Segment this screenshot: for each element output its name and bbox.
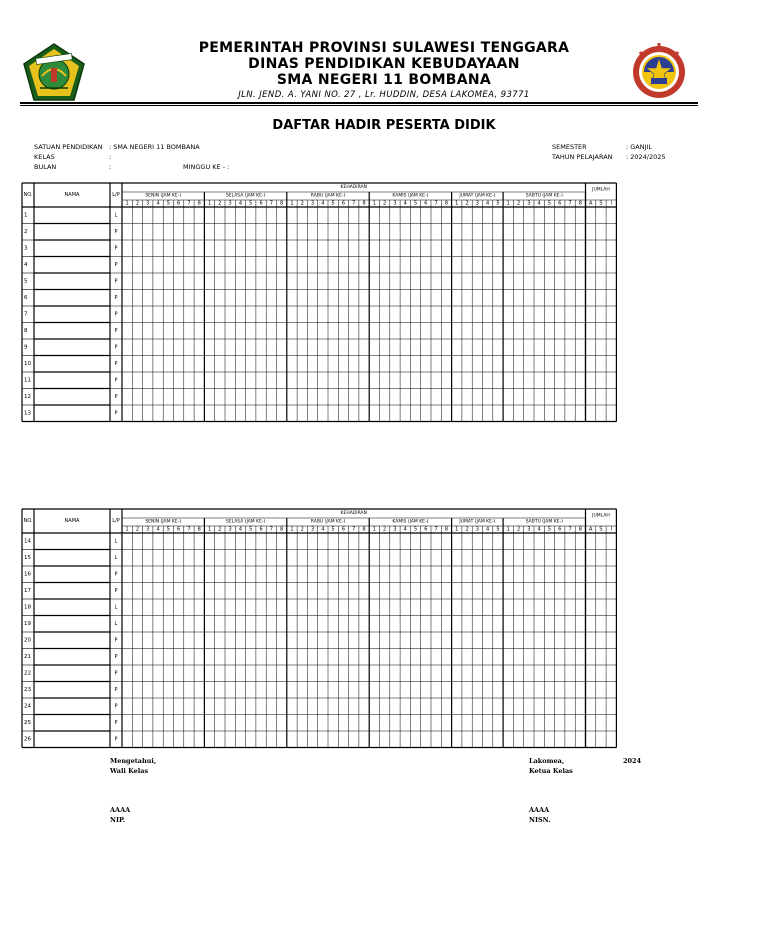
header-period: 2 [383, 200, 387, 207]
header-period: 8 [197, 526, 201, 533]
header-period: 1 [125, 200, 129, 207]
header-period: 3 [527, 526, 531, 533]
row-number: 16 [24, 571, 31, 578]
row-gender: L [114, 212, 118, 219]
header-period: 1 [455, 526, 459, 533]
row-gender: L [114, 604, 118, 611]
header-jumlah-col: S [599, 526, 603, 533]
header-period: 6 [341, 526, 346, 533]
header-period: 3 [228, 200, 232, 207]
header-period: 8 [362, 526, 366, 533]
header-period: 4 [156, 526, 160, 533]
header-period: 8 [362, 200, 366, 207]
header-day-4: JUMAT (JAM KE-) [459, 519, 496, 525]
header-day-0: SENIN (JAM KE-) [145, 193, 182, 199]
header-period: 2 [300, 526, 304, 533]
row-number: 4 [24, 261, 28, 268]
header-period: 5 [249, 526, 253, 533]
satuan-value: : SMA NEGERI 11 BOMBANA [109, 143, 200, 151]
sig-right-id: NISN. [529, 816, 551, 824]
header-period: 5 [331, 200, 335, 207]
row-number: 7 [24, 311, 28, 318]
header-period: 8 [197, 200, 201, 207]
header-day-5: SABTU (JAM KE-) [525, 519, 563, 525]
header-day-5: SABTU (JAM KE-) [525, 193, 563, 199]
header-period: 4 [238, 200, 243, 207]
header-period: 4 [321, 200, 325, 207]
row-number: 8 [24, 327, 28, 334]
header-jumlah-col: A [588, 526, 593, 533]
header-period: 7 [187, 526, 191, 533]
row-gender: P [114, 393, 118, 400]
header-day-1: SELASA (JAM KE-) [225, 519, 266, 525]
semester-label: SEMESTER [552, 143, 587, 151]
header-department: DINAS PENDIDIKAN KEBUDAYAAN [248, 56, 520, 72]
row-gender: P [114, 311, 118, 318]
minggu-label: MINGGU KE - : [183, 163, 230, 171]
header-lp: L/P [112, 518, 120, 524]
header-period: 7 [352, 200, 356, 207]
header-period: 6 [558, 200, 562, 207]
header-period: 1 [455, 200, 459, 207]
header-period: 2 [516, 200, 521, 207]
header-kehadiran: KEHADIRAN [340, 185, 367, 190]
header-period: 1 [207, 526, 212, 533]
header-period: 7 [568, 200, 572, 207]
row-number: 22 [24, 670, 31, 677]
header-day-2: RABU (JAM KE-) [310, 519, 346, 525]
row-number: 18 [24, 604, 31, 611]
tahun-value: : 2024/2025 [626, 153, 666, 161]
row-number: 21 [24, 653, 31, 660]
row-gender: P [114, 670, 118, 677]
header-period: 1 [290, 200, 294, 207]
header-period: 1 [506, 200, 510, 207]
row-gender: P [114, 571, 118, 578]
sig-right-year: 2024 [623, 757, 642, 765]
header-jumlah: JUMLAH [592, 187, 610, 193]
header-period: 8 [444, 526, 449, 533]
header-period: 2 [465, 526, 469, 533]
row-gender: P [114, 653, 118, 660]
row-gender: P [114, 278, 118, 285]
header-period: 1 [290, 526, 294, 533]
bulan-value: : [109, 163, 112, 171]
header-jumlah-col: I [610, 526, 612, 533]
header-period: 8 [578, 526, 582, 533]
header-period: 5 [331, 526, 335, 533]
header-period: 8 [578, 200, 582, 207]
row-gender: P [114, 327, 118, 334]
row-gender: P [114, 344, 118, 351]
sig-right-place: Lakomea, [529, 757, 565, 765]
header-jumlah-col: I [610, 200, 612, 207]
header-period: 5 [413, 526, 418, 533]
header-period: 1 [372, 200, 376, 207]
header-period: 1 [125, 526, 129, 533]
header-period: 7 [269, 200, 273, 207]
row-gender: L [114, 620, 118, 627]
header-period: 5 [249, 200, 253, 207]
header-period: 6 [341, 200, 346, 207]
header-no: NO. [23, 192, 33, 198]
row-number: 10 [24, 360, 31, 367]
header-period: 3 [228, 526, 232, 533]
sig-right-name: AAAA [529, 806, 550, 814]
row-number: 5 [24, 278, 28, 285]
header-period: 4 [537, 526, 541, 533]
header-government: PEMERINTAH PROVINSI SULAWESI TENGGARA [198, 40, 570, 56]
row-number: 14 [24, 538, 31, 545]
row-number: 3 [24, 245, 28, 252]
page-title: DAFTAR HADIR PESERTA DIDIK [272, 118, 496, 133]
header-period: 3 [393, 526, 397, 533]
tahun-label: TAHUN PELAJARAN [552, 153, 613, 161]
header-day-3: KAMIS (JAM KE-) [392, 519, 429, 525]
header-period: 6 [177, 526, 181, 533]
header-period: 6 [558, 526, 562, 533]
header-period: 4 [486, 200, 490, 207]
header-period: 2 [465, 200, 469, 207]
header-jumlah: JUMLAH [592, 513, 610, 519]
header-period: 3 [146, 526, 150, 533]
row-gender: P [114, 637, 118, 644]
header-jumlah-col: A [588, 200, 593, 207]
header-period: 4 [403, 200, 407, 207]
sig-left-name: AAAA [110, 806, 131, 814]
header-nama: NAMA [64, 192, 80, 198]
row-number: 26 [24, 736, 31, 743]
row-gender: P [114, 719, 118, 726]
row-gender: P [114, 228, 118, 235]
row-number: 15 [24, 554, 31, 561]
header-period: 1 [506, 526, 510, 533]
row-number: 13 [24, 410, 31, 417]
row-number: 12 [24, 393, 31, 400]
header-period: 4 [486, 526, 490, 533]
row-number: 17 [24, 587, 31, 594]
row-gender: P [114, 410, 118, 417]
header-period: 5 [413, 200, 418, 207]
header-period: 5 [166, 526, 170, 533]
header-period: 3 [527, 200, 531, 207]
header-period: 8 [444, 200, 449, 207]
row-number: 19 [24, 620, 31, 627]
header-period: 8 [280, 526, 284, 533]
header-period: 5 [547, 200, 552, 207]
header-period: 3 [475, 200, 479, 207]
header-day-0: SENIN (JAM KE-) [145, 519, 182, 525]
header-day-4: JUMAT (JAM KE-) [459, 193, 496, 199]
header-period: 7 [352, 526, 356, 533]
row-number: 2 [24, 228, 28, 235]
row-gender: P [114, 261, 118, 268]
header-day-1: SELASA (JAM KE-) [225, 193, 266, 199]
header-kehadiran: KEHADIRAN [340, 511, 367, 516]
header-period: 2 [300, 200, 304, 207]
header-no: NO. [23, 518, 33, 524]
header-period: 2 [218, 200, 222, 207]
header-period: 5 [547, 526, 552, 533]
row-gender: P [114, 377, 118, 384]
header-period: 6 [424, 200, 428, 207]
header-period: 5 [496, 526, 500, 533]
header-period: 6 [177, 200, 181, 207]
header-period: 3 [475, 526, 479, 533]
row-number: 1 [24, 212, 28, 219]
header-period: 4 [537, 200, 541, 207]
sig-right-role: Ketua Kelas [529, 767, 573, 775]
header-period: 3 [146, 200, 150, 207]
row-number: 23 [24, 686, 31, 693]
header-jumlah-col: S [599, 200, 603, 207]
header-school-name: SMA NEGERI 11 BOMBANA [276, 72, 492, 88]
header-period: 3 [310, 526, 315, 533]
header-address: JLN. JEND. A. YANI NO. 27 , Lr. HUDDIN, DESA LAKOMEA, 93771 [238, 90, 530, 100]
header-period: 6 [424, 526, 428, 533]
header-period: 5 [496, 200, 500, 207]
row-gender: L [114, 538, 118, 545]
header-period: 4 [321, 526, 325, 533]
header-period: 7 [269, 526, 273, 533]
sig-left-role: Wali Kelas [110, 767, 149, 775]
row-gender: P [114, 703, 118, 710]
header-period: 2 [516, 526, 521, 533]
satuan-label: SATUAN PENDIDIKAN [34, 143, 103, 151]
header-period: 5 [166, 200, 170, 207]
header-period: 7 [568, 526, 572, 533]
row-gender: P [114, 686, 118, 693]
row-gender: L [114, 554, 118, 561]
header-period: 7 [434, 526, 438, 533]
header-period: 4 [403, 526, 407, 533]
row-gender: P [114, 587, 118, 594]
header-period: 2 [135, 526, 140, 533]
header-period: 8 [280, 200, 284, 207]
row-number: 20 [24, 637, 31, 644]
header-period: 2 [383, 526, 387, 533]
header-period: 4 [238, 526, 243, 533]
header-period: 1 [207, 200, 212, 207]
header-nama: NAMA [64, 518, 80, 524]
bulan-label: BULAN [34, 163, 57, 171]
kelas-value: : [109, 153, 112, 161]
row-number: 6 [24, 294, 28, 301]
row-gender: P [114, 360, 118, 367]
row-gender: P [114, 245, 118, 252]
row-gender: P [114, 736, 118, 743]
row-gender: P [114, 294, 118, 301]
header-day-2: RABU (JAM KE-) [310, 193, 346, 199]
header-period: 2 [218, 526, 222, 533]
row-number: 24 [24, 703, 31, 710]
header-period: 3 [393, 200, 397, 207]
header-period: 3 [310, 200, 315, 207]
header-period: 2 [135, 200, 140, 207]
header-period: 7 [434, 200, 438, 207]
header-lp: L/P [112, 192, 120, 198]
header-period: 6 [259, 200, 263, 207]
sig-left-acknowledged: Mengetahui, [110, 757, 157, 765]
header-day-3: KAMIS (JAM KE-) [392, 193, 429, 199]
header-period: 1 [372, 526, 376, 533]
header-period: 4 [156, 200, 160, 207]
row-number: 9 [24, 344, 28, 351]
semester-value: : GANJIL [626, 143, 653, 151]
header-period: 7 [187, 200, 191, 207]
kelas-label: KELAS [34, 153, 55, 161]
header-period: 6 [259, 526, 263, 533]
row-number: 11 [24, 377, 31, 384]
sig-left-id: NIP. [110, 816, 126, 824]
row-number: 25 [24, 719, 31, 726]
